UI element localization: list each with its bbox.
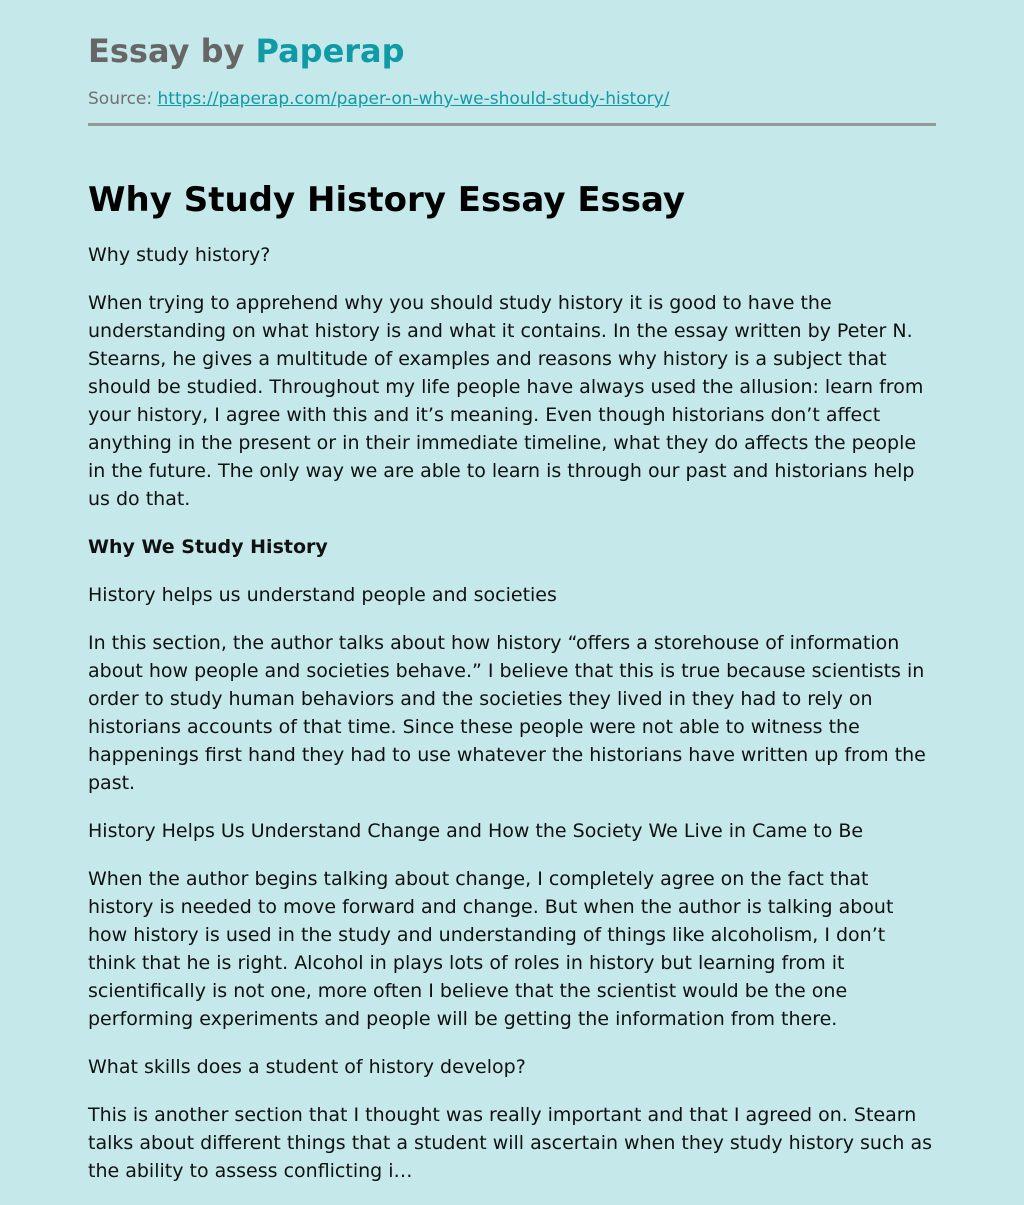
- source-link[interactable]: https://paperap.com/paper-on-why-we-should-study-history/: [157, 89, 670, 109]
- paragraph-body: In this section, the author talks about how history “offers a storehouse of information about how people and societies behave.” I believe that this is true because scientists in order to study human behaviors and the societies they lived in they had to rely on historians accounts of that time. Since these people were not able to witness the happenings first hand they had to use whatever the historians have written up from the past.: [88, 632, 926, 794]
- paragraph-body: This is another section that I thought was really important and that I agreed on. Stearn talks about different things that a student will ascertain when they study history such as the ability to assess conflicting i…: [88, 1104, 933, 1182]
- paragraph-subtopic: History Helps Us Understand Change and How the Society We Live in Came to Be: [88, 820, 864, 842]
- paragraph-question: Why study history?: [88, 244, 271, 266]
- paragraph-body: When the author begins talking about change, I completely agree on the fact that history is needed to move forward and change. But when the author is talking about how history is used in the study and understanding of things like alcoholism, I don’t think that he is right. Alcohol in plays lots of roles in history but learning from it scientifically is not one, more often I believe that the scientist would be the one performing experiments and people will be getting the information from there.: [88, 868, 894, 1030]
- brand-name: Paperap: [255, 32, 405, 70]
- site-brand: [88, 30, 405, 72]
- essay-title: Why Study History Essay Essay: [88, 180, 686, 220]
- source-label: Source:: [88, 89, 153, 109]
- section-heading: Why We Study History: [88, 536, 328, 558]
- brand-prefix: Essay by: [88, 32, 256, 70]
- source-line: [88, 87, 669, 111]
- essay-body: [88, 241, 938, 1205]
- paragraph-intro: When trying to apprehend why you should study history it is good to have the understanding on what history is and what it contains. In the essay written by Peter N. Stearns, he gives a multitude of examples and reasons why history is a subject that should be studied. Throughout my life people have always used the allusion: learn from your history, I agree with this and it’s meaning. Even though historians don’t affect anything in the present or in their immediate timeline, what they do affects the people in the future. The only way we are able to learn is through our past and historians help us do that.: [88, 292, 924, 510]
- paragraph-subtopic: What skills does a student of history develop?: [88, 1056, 526, 1078]
- header-divider: [88, 123, 936, 126]
- paragraph-subtopic: History helps us understand people and societies: [88, 584, 557, 606]
